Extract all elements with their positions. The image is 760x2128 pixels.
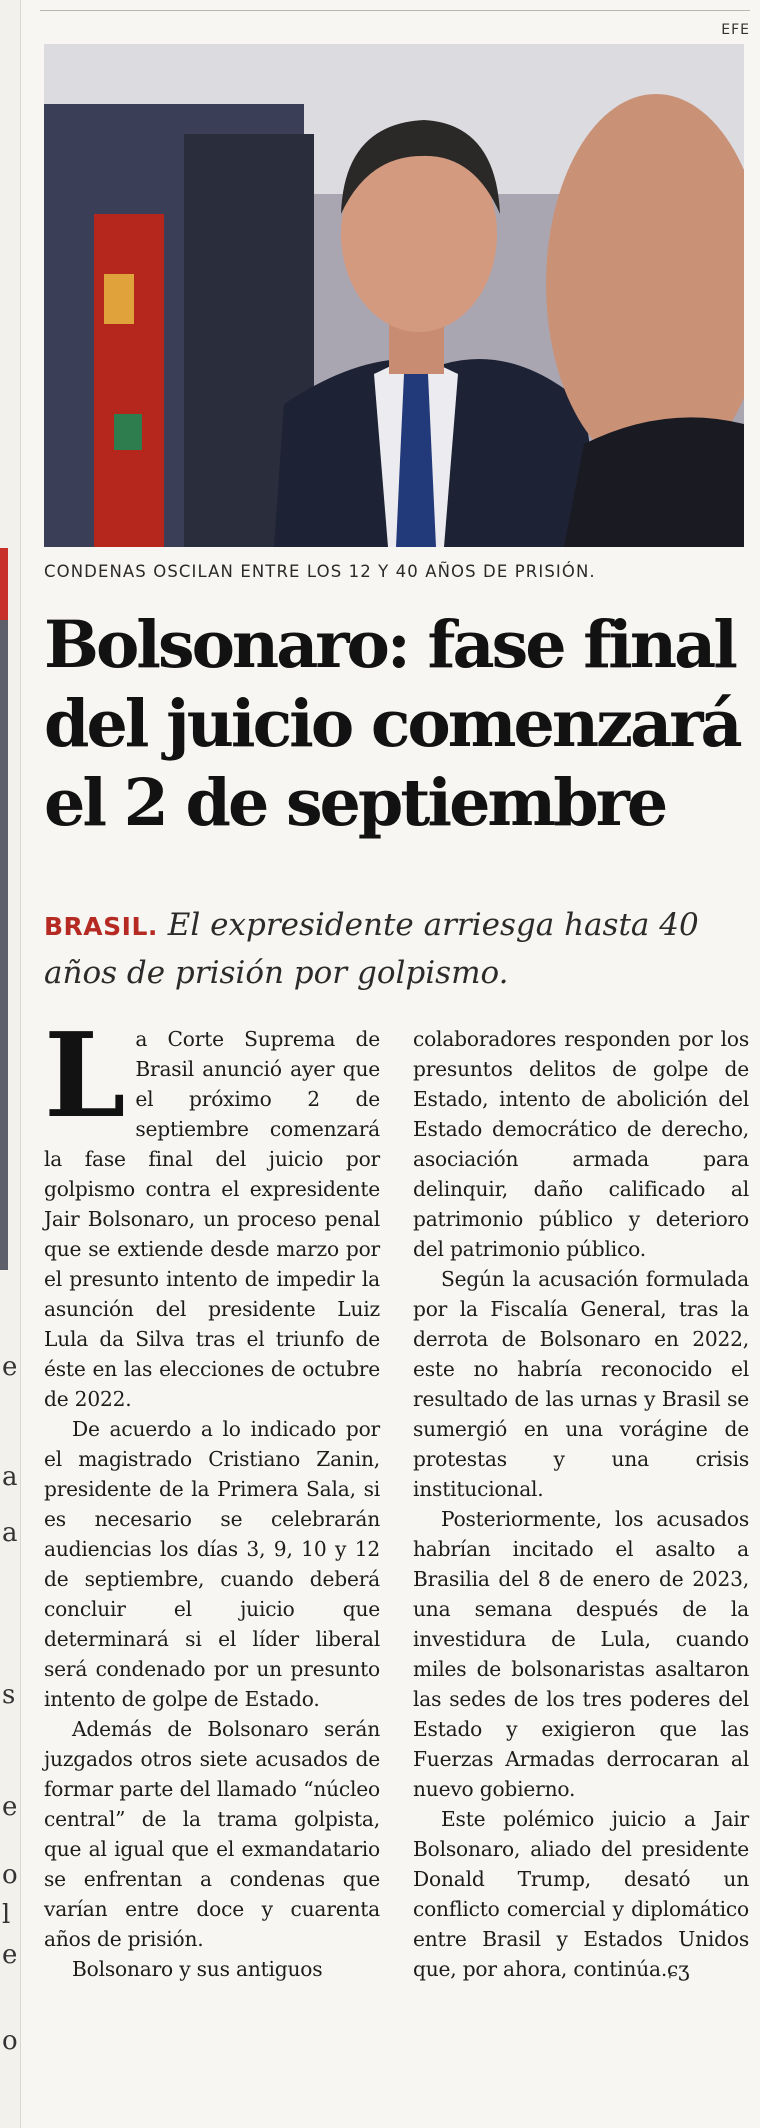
photo-illustration bbox=[44, 44, 744, 547]
body-paragraph bbox=[44, 1008, 380, 1414]
edge-fragment: e bbox=[2, 1792, 18, 1822]
photo-credit: EFE bbox=[721, 22, 750, 38]
edge-fragment: o bbox=[2, 2026, 18, 2056]
adjacent-page-strip bbox=[0, 0, 21, 2128]
top-rule bbox=[40, 10, 750, 11]
body-text: a Corte Suprema de Brasil anunció ayer que el próximo 2 de septiembre comenzará la fase final del juicio por golpismo contra el expresidente Jair Bolsonaro, un proceso penal que se extiende desde marzo por el presunto intento de impedir la asunción del presidente Luiz Lula da Silva tras el triunfo de éste en las elecciones de octubre de 2022. bbox=[44, 1027, 380, 1411]
body-paragraph: De acuerdo a lo indicado por el magistrado Cristiano Zanin, presidente de la Primera Sala, si es necesario se celebrarán audiencias los días 3, 9, 10 y 12 de septiembre, cuando deberá concluir el juicio que determinará si el líder liberal será condenado por un presunto intento de golpe de Estado. bbox=[44, 1417, 380, 1711]
end-mark: ɕʒ bbox=[667, 1957, 690, 1981]
photo-caption: CONDENAS OSCILAN ENTRE LOS 12 Y 40 AÑOS DE PRISIÓN. bbox=[44, 562, 596, 581]
column-left bbox=[44, 1008, 380, 1984]
body-paragraph: Bolsonaro y sus antiguos bbox=[72, 1957, 323, 1981]
body-paragraph: colaboradores responden por los presuntos delitos de golpe de Estado, intento de abolición del Estado democrático de derecho, asociación armada para delinquir, daño calificado al patrimonio público y deterioro del patrimonio público. bbox=[413, 1027, 749, 1261]
body-paragraph: Posteriormente, los acusados habrían incitado el asalto a Brasilia del 8 de enero de 2023, una semana después de la investidura de Lula, cuando miles de bolsonaristas asaltaron las sedes de los tres poderes del Estado y exigieron que las Fuerzas Armadas derrocaran al nuevo gobierno. bbox=[413, 1507, 749, 1801]
edge-fragment: l bbox=[2, 1900, 11, 1930]
headline bbox=[44, 606, 760, 843]
news-photo bbox=[44, 44, 744, 547]
adjacent-page-red-block bbox=[0, 548, 8, 620]
article-body bbox=[44, 1008, 749, 1984]
drop-cap: L bbox=[44, 1008, 126, 1144]
headline-line: Bolsonaro: fase final bbox=[44, 607, 735, 683]
body-paragraph bbox=[413, 1804, 749, 1984]
headline-line: el 2 de septiembre bbox=[44, 765, 666, 841]
adjacent-page-image bbox=[0, 620, 8, 1270]
edge-fragment: e bbox=[2, 1352, 18, 1382]
edge-fragment: e bbox=[2, 1940, 18, 1970]
section-tag: BRASIL. bbox=[44, 912, 158, 941]
column-right bbox=[413, 1024, 749, 1984]
edge-fragment: o bbox=[2, 1860, 18, 1890]
edge-fragment: a bbox=[2, 1518, 18, 1548]
lede: El expresidente arriesga hasta 40 años de prisión por golpismo. bbox=[44, 907, 699, 991]
body-paragraph: Según la acusación formulada por la Fiscalía General, tras la derrota de Bolsonaro en 2022, este no habría reconocido el resultado de las urnas y Brasil se sumergió en una vorágine de protestas y una crisis institucional. bbox=[413, 1267, 749, 1501]
body-paragraph: Además de Bolsonaro serán juzgados otros siete acusados de formar parte del llamado “núcleo central” de la trama golpista, que al igual que el exmandatario se enfrentan a condenas que varían entre doce y cuarenta años de prisión. bbox=[44, 1717, 380, 1951]
headline-line: del juicio comenzará bbox=[44, 686, 740, 762]
edge-fragment: s bbox=[2, 1680, 16, 1710]
body-text: Este polémico juicio a Jair Bolsonaro, aliado del presidente Donald Trump, desató un conflicto comercial y diplomático entre Brasil y Estados Unidos que, por ahora, continúa. bbox=[413, 1807, 749, 1981]
deck bbox=[44, 902, 744, 996]
edge-fragment: a bbox=[2, 1462, 18, 1492]
